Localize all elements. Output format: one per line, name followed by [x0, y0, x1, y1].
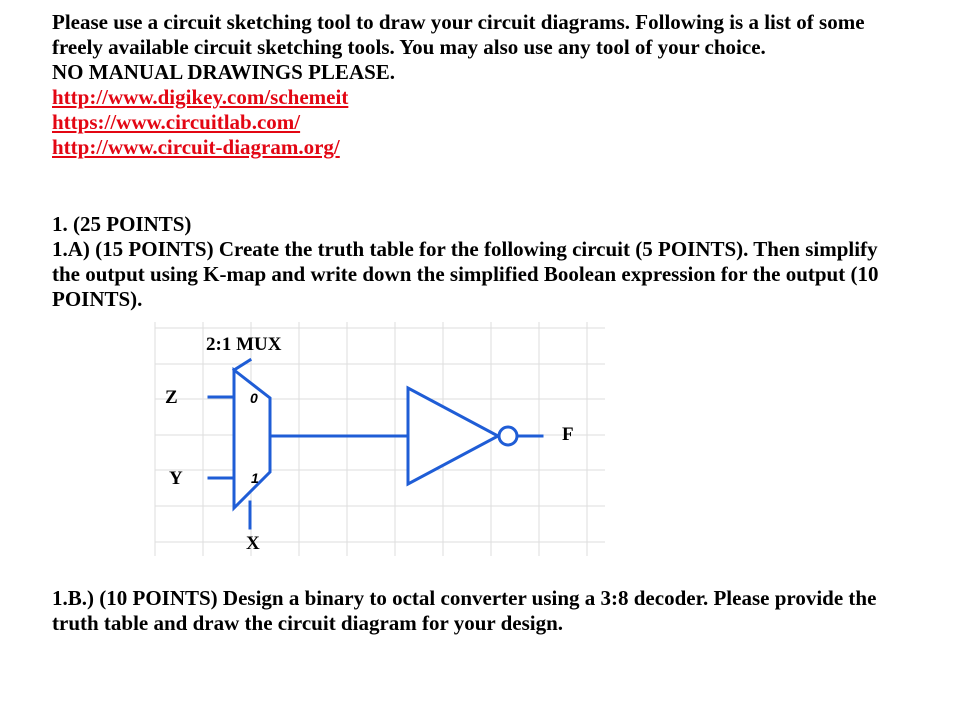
select-x-label: X [246, 533, 260, 554]
question-1a-text: the output using K-map and write down the simplified Boolean expression for the output (10 [52, 262, 879, 286]
input-z-label: Z [165, 387, 178, 408]
mux-input-1-label: 1 [251, 470, 259, 486]
link-digikey-schemeit[interactable]: http://www.digikey.com/schemeit [52, 85, 349, 109]
question-1b-text: truth table and draw the circuit diagram for your design. [52, 611, 564, 635]
instructions-block [52, 10, 865, 160]
mux-input-0-label: 0 [250, 390, 258, 406]
link-circuit-diagram[interactable]: http://www.circuit-diagram.org/ [52, 135, 340, 159]
instructions-line: freely available circuit sketching tools. You may also use any tool of your choice. [52, 35, 766, 59]
question-1-heading: 1. (25 POINTS) [52, 212, 192, 236]
question-1-block [52, 212, 878, 312]
question-1b-text: 1.B.) (10 POINTS) Design a binary to octal converter using a 3:8 decoder. Please provide the [52, 586, 877, 610]
mux-arrow-tick [234, 360, 250, 370]
instructions-warning: NO MANUAL DRAWINGS PLEASE. [52, 60, 396, 84]
inverter-bubble [499, 427, 517, 445]
diagram-grid [155, 322, 605, 556]
question-1b-block [52, 586, 876, 636]
question-1a-text: 1.A) (15 POINTS) Create the truth table for the following circuit (5 POINTS). Then simplify [52, 237, 878, 261]
output-f-label: F [562, 424, 574, 445]
mux-title: 2:1 MUX [206, 334, 282, 355]
mux-circuit-diagram [150, 322, 610, 562]
question-1a-text: POINTS). [52, 287, 143, 311]
input-y-label: Y [169, 468, 183, 489]
instructions-line: Please use a circuit sketching tool to draw your circuit diagrams. Following is a list of some [52, 10, 865, 34]
link-circuitlab[interactable]: https://www.circuitlab.com/ [52, 110, 301, 134]
